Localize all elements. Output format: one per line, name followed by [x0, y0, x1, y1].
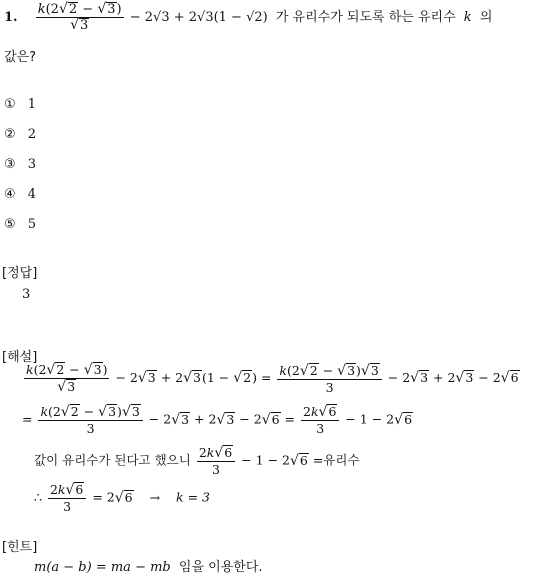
explanation-line1: $\frac{k(2√2 - √3)}{√3}$ − 2√3 + 2√3(1 − √2) = $\frac{k(2√2 - √3)√3}{3}$ − 2√3 + 2√3 − 2√6 — [26, 362, 519, 395]
question-variable: k — [463, 10, 472, 25]
hint-label: [힌트] — [2, 540, 38, 555]
hint-line — [34, 556, 263, 575]
question-number: 1. — [4, 10, 18, 25]
explanation-line3: 값이 유리수가 된다고 했으니 $\frac{2k√6}{3}$ − 1 − 2√6 =유리수 — [34, 445, 360, 477]
hint-formula: m(a − b) = ma − mb — [34, 560, 171, 575]
option-5[interactable] — [4, 217, 36, 232]
option-mark: ② — [4, 127, 16, 142]
answer-value: 3 — [22, 287, 31, 302]
option-3[interactable] — [4, 157, 36, 172]
hint-text: 임을 이용한다. — [178, 560, 263, 575]
question-line1 — [4, 2, 492, 33]
option-2[interactable] — [4, 127, 36, 142]
option-value: 3 — [27, 157, 37, 172]
option-mark: ① — [4, 97, 16, 112]
explanation-label: [해설] — [2, 350, 38, 365]
option-1[interactable] — [4, 97, 36, 112]
question-line2: 값은? — [4, 50, 37, 65]
option-value: 2 — [27, 127, 37, 142]
question-text: 가 유리수가 되도록 하는 유리수 — [275, 10, 456, 25]
option-value: 5 — [27, 217, 37, 232]
explanation-line4: ∴ $\frac{2k√6}{3}$ = 2√6 → k = 3 — [34, 482, 210, 514]
arrow-symbol: → — [149, 489, 161, 505]
option-mark: ⑤ — [4, 217, 16, 232]
question-fraction: $\frac{k(2√2 - √3)}{√3}$ — [37, 1, 122, 33]
option-mark: ④ — [4, 187, 16, 202]
answer-label: [정답] — [2, 266, 38, 281]
explanation-text: 값이 유리수가 된다고 했으니 — [34, 452, 191, 468]
explanation-result: k = 3 — [176, 489, 210, 505]
option-value: 1 — [27, 97, 37, 112]
option-mark: ③ — [4, 157, 16, 172]
option-value: 4 — [27, 187, 37, 202]
question-expression-rest: − 2√3 + 2√3(1 − √2) — [129, 10, 268, 25]
explanation-text-suffix: =유리수 — [312, 452, 360, 468]
question-text-end: 의 — [479, 10, 493, 25]
explanation-line2: = $\frac{k(2√2 - √3)√3}{3}$ − 2√3 + 2√3 − 2√6 = $\frac{2k√6}{3}$ − 1 − 2√6 — [22, 404, 413, 436]
option-4[interactable] — [4, 187, 36, 202]
therefore-symbol: ∴ — [34, 489, 42, 505]
